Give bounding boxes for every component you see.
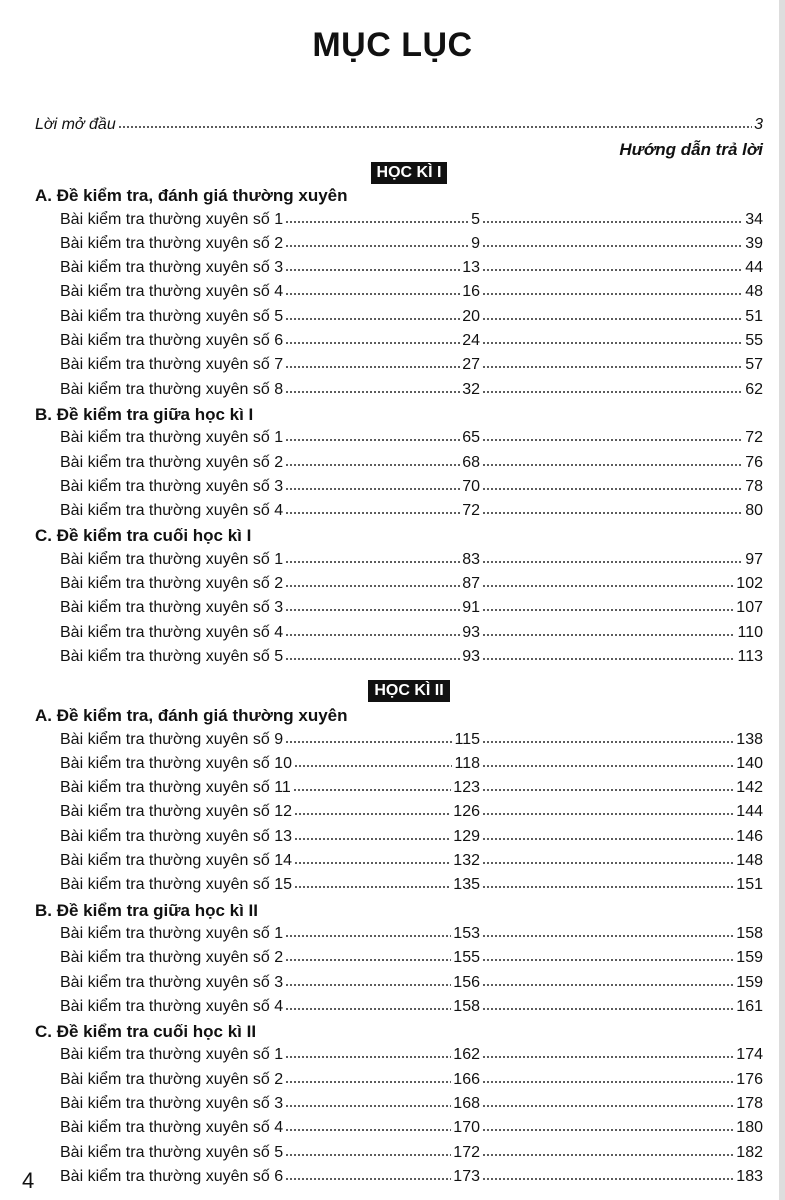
entry-answer <box>480 828 763 846</box>
entry-label: Bài kiểm tra thường xuyên số 2 <box>60 575 284 593</box>
toc-entry[interactable] <box>35 235 763 259</box>
dot-leader <box>482 390 743 394</box>
entry-answer-page: 183 <box>736 1167 763 1185</box>
entry-label: Bài kiểm tra thường xuyên số 12 <box>60 803 292 821</box>
entry-page: 115 <box>454 730 480 748</box>
dot-leader <box>482 292 743 296</box>
page-title: MỤC LỤC <box>312 26 473 64</box>
entry-main <box>60 308 480 326</box>
entry-answer <box>480 283 763 301</box>
dot-leader <box>285 244 469 248</box>
semester-badge-wrap <box>35 680 763 706</box>
dot-leader <box>482 317 743 321</box>
dot-leader <box>294 812 451 816</box>
dot-leader <box>482 584 734 588</box>
dot-leader <box>482 837 734 841</box>
entry-answer <box>480 876 763 894</box>
toc-entry[interactable] <box>35 356 763 380</box>
dot-leader <box>482 438 743 442</box>
dot-leader <box>285 511 460 515</box>
entry-label: Bài kiểm tra thường xuyên số 3 <box>60 973 284 991</box>
dot-leader <box>285 983 451 987</box>
entry-answer <box>480 259 763 277</box>
entry-main <box>60 1071 480 1089</box>
entry-page: 93 <box>462 623 480 641</box>
dot-leader <box>482 983 734 987</box>
entry-page: 9 <box>471 234 480 252</box>
entry-label: Bài kiểm tra thường xuyên số 4 <box>60 997 284 1015</box>
entry-label: Bài kiểm tra thường xuyên số 5 <box>60 307 284 325</box>
dot-leader <box>482 1007 734 1011</box>
dot-leader <box>294 861 451 865</box>
entry-answer-page: 62 <box>745 380 763 398</box>
entry-label: Bài kiểm tra thường xuyên số 1 <box>60 550 284 568</box>
entry-answer <box>480 852 763 870</box>
entry-answer <box>480 551 763 569</box>
dot-leader <box>285 1055 451 1059</box>
entry-label: Bài kiểm tra thường xuyên số 6 <box>60 332 284 350</box>
dot-leader <box>285 220 469 224</box>
dot-leader <box>294 837 451 841</box>
entry-label: Bài kiểm tra thường xuyên số 15 <box>60 876 292 894</box>
entry-main <box>60 1144 480 1162</box>
entry-label: Bài kiểm tra thường xuyên số 4 <box>60 283 284 301</box>
toc-entry[interactable] <box>35 1144 763 1168</box>
section-heading[interactable]: A. Đề kiểm tra, đánh giá thường xuyên <box>35 706 348 726</box>
entry-label: Bài kiểm tra thường xuyên số 1 <box>60 429 284 447</box>
toc-entry[interactable] <box>35 1046 763 1070</box>
intro-page: 3 <box>754 116 763 133</box>
entry-answer <box>480 1046 763 1064</box>
dot-leader <box>482 958 734 962</box>
entry-label: Bài kiểm tra thường xuyên số 2 <box>60 949 284 967</box>
dot-leader <box>285 1153 451 1157</box>
entry-page: 93 <box>462 647 480 665</box>
entry-answer <box>480 1168 763 1186</box>
toc-entry[interactable] <box>35 381 763 405</box>
entry-answer-page: 140 <box>736 754 763 772</box>
entry-label: Bài kiểm tra thường xuyên số 3 <box>60 259 284 277</box>
entry-answer <box>480 925 763 943</box>
entry-answer-page: 158 <box>736 924 763 942</box>
entry-main <box>60 852 480 870</box>
toc-entry[interactable] <box>35 828 763 852</box>
toc-entry[interactable] <box>35 454 763 478</box>
dot-leader <box>285 438 460 442</box>
entry-main <box>60 1168 480 1186</box>
entry-answer-page: 34 <box>745 210 763 228</box>
entry-page: 72 <box>462 502 480 520</box>
toc-entry[interactable] <box>35 599 763 623</box>
entry-main <box>60 429 480 447</box>
entry-page: 24 <box>462 332 480 350</box>
entry-page: 172 <box>453 1143 480 1161</box>
entry-answer-page: 76 <box>745 453 763 471</box>
entry-answer <box>480 1095 763 1113</box>
entry-answer-page: 113 <box>737 647 763 665</box>
entry-answer-page: 144 <box>736 803 763 821</box>
entry-main <box>60 381 480 399</box>
dot-leader <box>482 1153 734 1157</box>
entry-answer-page: 102 <box>736 575 763 593</box>
dot-leader <box>285 958 451 962</box>
dot-leader <box>285 463 460 467</box>
toc-entry[interactable] <box>35 974 763 998</box>
dot-leader <box>482 934 734 938</box>
toc-entry[interactable] <box>35 779 763 803</box>
entry-label: Bài kiểm tra thường xuyên số 4 <box>60 623 284 641</box>
toc-entry[interactable] <box>35 755 763 779</box>
toc-entry[interactable] <box>35 648 763 672</box>
dot-leader <box>482 633 735 637</box>
dot-leader <box>285 633 460 637</box>
entry-answer <box>480 755 763 773</box>
dot-leader <box>482 740 734 744</box>
dot-leader <box>482 764 734 768</box>
entry-answer-page: 182 <box>736 1143 763 1161</box>
toc-entry[interactable] <box>35 624 763 648</box>
entry-label: Bài kiểm tra thường xuyên số 1 <box>60 210 284 228</box>
dot-leader <box>285 365 460 369</box>
entry-page: 173 <box>453 1167 480 1185</box>
entry-main <box>60 235 480 253</box>
toc-intro-entry[interactable] <box>35 116 763 140</box>
dot-leader <box>285 1128 451 1132</box>
toc-entry[interactable] <box>35 1095 763 1119</box>
toc-entry[interactable] <box>35 211 763 235</box>
entry-answer-page: 148 <box>736 852 763 870</box>
dot-leader <box>293 788 452 792</box>
entry-label: Bài kiểm tra thường xuyên số 4 <box>60 502 284 520</box>
toc-entry[interactable] <box>35 551 763 575</box>
intro-label: Lời mở đầu <box>35 116 116 133</box>
entry-main <box>60 876 480 894</box>
entry-page: 126 <box>453 803 480 821</box>
entry-page: 65 <box>462 429 480 447</box>
entry-answer-page: 97 <box>745 550 763 568</box>
entry-answer-page: 78 <box>745 477 763 495</box>
dot-leader <box>285 390 460 394</box>
toc-entry[interactable] <box>35 259 763 283</box>
entry-answer <box>480 575 763 593</box>
toc-entry[interactable] <box>35 308 763 332</box>
dot-leader <box>482 244 743 248</box>
entry-main <box>60 575 480 593</box>
entry-main <box>60 998 480 1016</box>
answers-column-header: Hướng dẫn trả lời <box>619 140 763 160</box>
entry-page: 70 <box>462 477 480 495</box>
entry-label: Bài kiểm tra thường xuyên số 9 <box>60 730 284 748</box>
section-heading[interactable]: C. Đề kiểm tra cuối học kì II <box>35 1022 257 1042</box>
dot-leader <box>482 657 735 661</box>
entry-main <box>60 755 480 773</box>
dot-leader <box>482 463 743 467</box>
entry-answer <box>480 779 763 797</box>
dot-leader <box>482 268 743 272</box>
dot-leader <box>285 1177 451 1181</box>
page-number: 4 <box>22 1168 35 1193</box>
entry-answer <box>480 356 763 374</box>
dot-leader <box>285 1007 451 1011</box>
entry-answer-page: 72 <box>745 429 763 447</box>
entry-answer-page: 151 <box>736 876 763 894</box>
entry-answer <box>480 731 763 749</box>
entry-label: Bài kiểm tra thường xuyên số 2 <box>60 1070 284 1088</box>
entry-page: 153 <box>453 924 480 942</box>
entry-answer-page: 161 <box>736 997 763 1015</box>
entry-answer <box>480 803 763 821</box>
toc-entry[interactable] <box>35 1119 763 1143</box>
entry-main <box>60 599 480 617</box>
dot-leader <box>285 934 451 938</box>
entry-answer-page: 107 <box>736 599 763 617</box>
toc-entry[interactable] <box>35 925 763 949</box>
dot-leader <box>482 1104 734 1108</box>
toc-entry[interactable] <box>35 876 763 900</box>
entry-main <box>60 624 480 642</box>
entry-main <box>60 283 480 301</box>
dot-leader <box>285 317 460 321</box>
entry-answer <box>480 648 763 666</box>
entry-page: 135 <box>453 876 480 894</box>
entry-main <box>60 949 480 967</box>
entry-page: 5 <box>471 210 480 228</box>
entry-page: 168 <box>453 1094 480 1112</box>
entry-label: Bài kiểm tra thường xuyên số 13 <box>60 827 292 845</box>
entry-answer <box>480 998 763 1016</box>
toc-entry[interactable] <box>35 283 763 307</box>
dot-leader <box>482 220 743 224</box>
entry-label: Bài kiểm tra thường xuyên số 10 <box>60 754 292 772</box>
table-of-contents <box>35 116 763 1192</box>
dot-leader <box>482 885 734 889</box>
dot-leader <box>294 885 451 889</box>
entry-answer-page: 146 <box>736 827 763 845</box>
entry-label: Bài kiểm tra thường xuyên số 3 <box>60 477 284 495</box>
semester-badge: HỌC KÌ I <box>371 162 448 184</box>
entry-answer <box>480 1119 763 1137</box>
toc-entry[interactable] <box>35 1071 763 1095</box>
entry-main <box>60 502 480 520</box>
entry-main <box>60 974 480 992</box>
entry-page: 170 <box>453 1119 480 1137</box>
entry-label: Bài kiểm tra thường xuyên số 14 <box>60 852 292 870</box>
entry-main <box>60 1046 480 1064</box>
dot-leader <box>285 1104 451 1108</box>
dot-leader <box>285 1080 451 1084</box>
entry-label: Bài kiểm tra thường xuyên số 1 <box>60 1046 284 1064</box>
dot-leader <box>482 341 743 345</box>
dot-leader <box>482 511 743 515</box>
entry-answer-page: 39 <box>745 234 763 252</box>
entry-page: 87 <box>462 575 480 593</box>
entry-main <box>60 478 480 496</box>
entry-page: 16 <box>462 283 480 301</box>
entry-answer-page: 174 <box>736 1046 763 1064</box>
entry-answer <box>480 381 763 399</box>
toc-entry[interactable] <box>35 998 763 1022</box>
toc-entry[interactable] <box>35 478 763 502</box>
entry-label: Bài kiểm tra thường xuyên số 5 <box>60 647 284 665</box>
entry-label: Bài kiểm tra thường xuyên số 3 <box>60 1094 284 1112</box>
entry-answer <box>480 974 763 992</box>
entry-main <box>60 1119 480 1137</box>
entry-page: 162 <box>453 1046 480 1064</box>
entry-main <box>60 332 480 350</box>
entry-answer <box>480 332 763 350</box>
entry-main <box>60 356 480 374</box>
entry-answer <box>480 478 763 496</box>
dot-leader <box>118 125 752 129</box>
dot-leader <box>482 608 734 612</box>
entry-answer <box>480 429 763 447</box>
entry-main <box>60 648 480 666</box>
section-heading[interactable]: B. Đề kiểm tra giữa học kì I <box>35 404 254 424</box>
entry-page: 158 <box>453 997 480 1015</box>
entry-main <box>60 551 480 569</box>
toc-entry[interactable] <box>35 852 763 876</box>
entry-page: 156 <box>453 973 480 991</box>
toc-entry[interactable] <box>35 731 763 755</box>
page-edge <box>779 0 785 1200</box>
dot-leader <box>285 292 460 296</box>
entry-answer <box>480 308 763 326</box>
entry-answer <box>480 235 763 253</box>
semester-badge-wrap <box>35 162 763 186</box>
entry-label: Bài kiểm tra thường xuyên số 5 <box>60 1143 284 1161</box>
dot-leader <box>482 861 734 865</box>
entry-answer-page: 138 <box>736 730 763 748</box>
semester-badge: HỌC KÌ II <box>368 680 449 702</box>
dot-leader <box>285 608 460 612</box>
dot-leader <box>285 341 460 345</box>
entry-page: 68 <box>462 453 480 471</box>
entry-page: 32 <box>462 380 480 398</box>
entry-answer-page: 55 <box>745 332 763 350</box>
dot-leader <box>482 1128 734 1132</box>
entry-answer <box>480 1144 763 1162</box>
entry-label: Bài kiểm tra thường xuyên số 7 <box>60 356 284 374</box>
toc-entry[interactable] <box>35 803 763 827</box>
entry-label: Bài kiểm tra thường xuyên số 11 <box>60 779 291 797</box>
entry-answer-page: 48 <box>745 283 763 301</box>
entry-main <box>60 259 480 277</box>
entry-page: 91 <box>462 599 480 617</box>
entry-label: Bài kiểm tra thường xuyên số 4 <box>60 1119 284 1137</box>
entry-answer-page: 176 <box>736 1070 763 1088</box>
dot-leader <box>285 268 460 272</box>
entry-main <box>60 211 480 229</box>
dot-leader <box>285 740 452 744</box>
entry-answer <box>480 454 763 472</box>
section-heading[interactable]: B. Đề kiểm tra giữa học kì II <box>35 900 258 920</box>
entry-answer <box>480 1071 763 1089</box>
entry-page: 27 <box>462 356 480 374</box>
dot-leader <box>482 1080 734 1084</box>
dot-leader <box>482 365 743 369</box>
entry-answer-page: 142 <box>736 779 763 797</box>
entry-main <box>60 731 480 749</box>
dot-leader <box>294 764 453 768</box>
entry-page: 13 <box>462 259 480 277</box>
entry-page: 129 <box>453 827 480 845</box>
entry-page: 155 <box>453 949 480 967</box>
dot-leader <box>285 584 460 588</box>
entry-main <box>60 803 480 821</box>
entry-main <box>60 779 480 797</box>
entry-label: Bài kiểm tra thường xuyên số 2 <box>60 234 284 252</box>
section-heading[interactable]: C. Đề kiểm tra cuối học kì I <box>35 526 252 546</box>
entry-answer-page: 57 <box>745 356 763 374</box>
toc-entry[interactable] <box>35 332 763 356</box>
entry-page: 20 <box>462 307 480 325</box>
entry-answer-page: 178 <box>736 1094 763 1112</box>
entry-main <box>60 925 480 943</box>
toc-entry[interactable] <box>35 502 763 526</box>
entry-answer-page: 44 <box>745 259 763 277</box>
entry-answer <box>480 502 763 520</box>
entry-answer-page: 159 <box>736 949 763 967</box>
dot-leader <box>482 788 734 792</box>
entry-page: 118 <box>454 754 480 772</box>
dot-leader <box>482 560 743 564</box>
entry-label: Bài kiểm tra thường xuyên số 8 <box>60 380 284 398</box>
dot-leader <box>285 487 460 491</box>
toc-entry[interactable] <box>35 1168 763 1192</box>
entry-page: 166 <box>453 1070 480 1088</box>
entry-answer <box>480 624 763 642</box>
toc-entry[interactable] <box>35 575 763 599</box>
entry-main <box>60 454 480 472</box>
dot-leader <box>482 812 734 816</box>
dot-leader <box>285 560 460 564</box>
entry-label: Bài kiểm tra thường xuyên số 3 <box>60 599 284 617</box>
dot-leader <box>482 1055 734 1059</box>
entry-answer-page: 80 <box>745 502 763 520</box>
entry-label: Bài kiểm tra thường xuyên số 1 <box>60 924 284 942</box>
entry-page: 123 <box>453 779 480 797</box>
entry-answer-page: 180 <box>736 1119 763 1137</box>
toc-entry[interactable] <box>35 429 763 453</box>
entry-label: Bài kiểm tra thường xuyên số 6 <box>60 1167 284 1185</box>
section-heading[interactable]: A. Đề kiểm tra, đánh giá thường xuyên <box>35 186 348 206</box>
entry-answer-page: 110 <box>737 623 763 641</box>
entry-page: 83 <box>462 550 480 568</box>
entry-main <box>60 1095 480 1113</box>
entry-answer <box>480 211 763 229</box>
entry-answer-page: 51 <box>745 307 763 325</box>
dot-leader <box>285 657 460 661</box>
entry-page: 132 <box>453 852 480 870</box>
toc-entry[interactable] <box>35 949 763 973</box>
entry-label: Bài kiểm tra thường xuyên số 2 <box>60 453 284 471</box>
dot-leader <box>482 1177 734 1181</box>
entry-answer-page: 159 <box>736 973 763 991</box>
entry-answer <box>480 949 763 967</box>
entry-answer <box>480 599 763 617</box>
dot-leader <box>482 487 743 491</box>
entry-main <box>60 828 480 846</box>
